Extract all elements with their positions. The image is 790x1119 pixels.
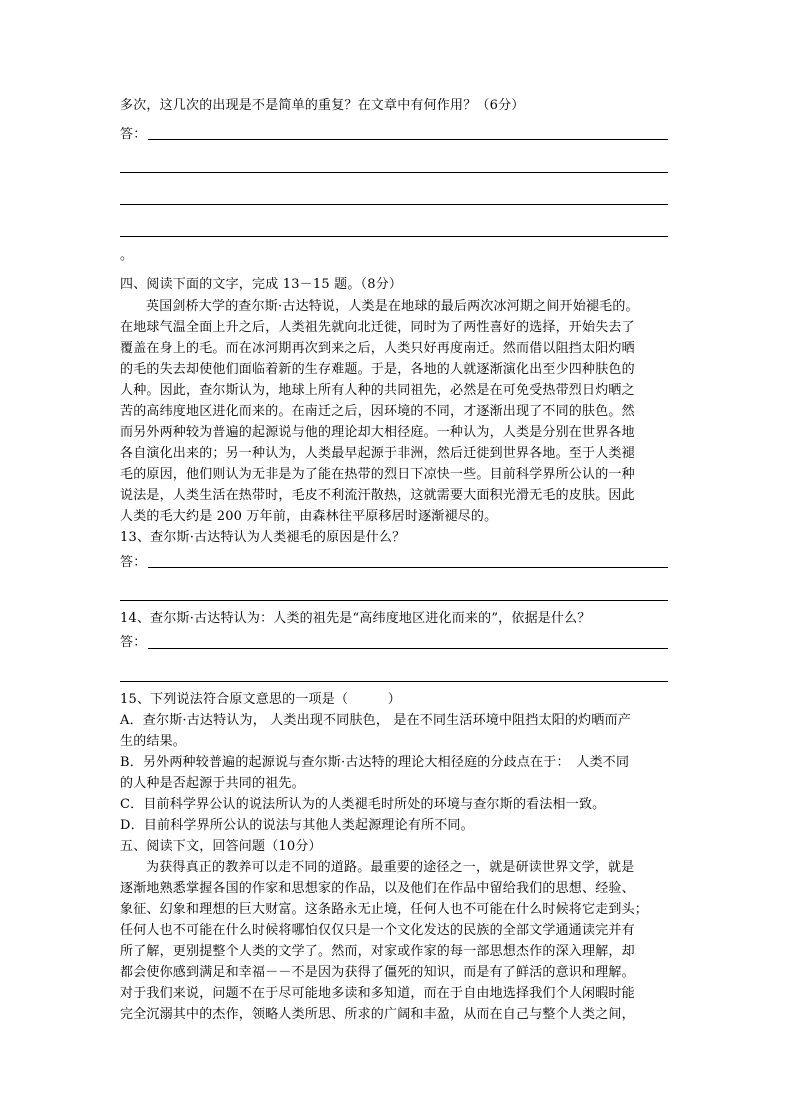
- passage-line: 都会使你感到满足和幸福－－不是因为获得了僵死的知识，而是有了鲜活的意识和理解。: [120, 965, 635, 980]
- passage-line: 的毛的失去却使他们面临着新的生存难题。于是，各地的人就逐渐演化出至少四种肤色的: [120, 362, 635, 377]
- passage-line: 各自演化出来的；另一种认为，人类最早起源于非洲，然后迁徙到世界各地。至于人类褪: [120, 446, 635, 461]
- passage-line: 象征、幻象和理想的巨大财富。这条路永无止境，任何人也不可能在什么时候将它走到头；: [120, 902, 649, 917]
- question-13: 13、查尔斯·古达特认为人类褪毛的原因是什么？: [120, 530, 406, 545]
- passage-line: 任何人也不可能在什么时候将哪怕仅仅只是一个文化发达的民族的全部文学通通读完并有: [120, 923, 635, 938]
- passage-line: 人种。因此，查尔斯认为，地球上所有人种的共同祖先，必然是在可免受热带烈日灼晒之: [120, 383, 635, 398]
- passage-line: 为获得真正的教养可以走不同的道路。最重要的途径之一，就是研读世界文学，就是: [146, 860, 635, 875]
- answer-line[interactable]: [120, 236, 668, 237]
- question-15: 15、下列说法符合原文意思的一项是（ ）: [120, 692, 401, 707]
- option-d: D．目前科学界所公认的说法与其他人类起源理论有所不同。: [120, 818, 474, 833]
- answer-line[interactable]: [148, 139, 668, 140]
- section-5-heading: 五、阅读下文，回答问题（10分）: [120, 839, 322, 854]
- answer-label: 答：: [120, 555, 147, 570]
- option-a: A．查尔斯·古达特认为， 人类出现不同肤色， 是在不同生活环境中阻挡太阳的灼晒而产: [120, 713, 631, 728]
- passage-line: 而另外两种较为普遍的起源说与他的理论却大相径庭。一种认为，人类是分别在世界各地: [120, 425, 635, 440]
- passage-line: 覆盖在身上的毛。而在冰河期再次到来之后，人类只好再度南迁。然而借以阻挡太阳灼晒: [120, 341, 635, 356]
- option-c: C．目前科学界公认的说法所认为的人类褪毛时所处的环境与查尔斯的看法相一致。: [120, 797, 606, 812]
- question-14: 14、查尔斯·古达特认为：人类的祖先是“高纬度地区进化而来的”，依据是什么？: [120, 611, 591, 626]
- passage-line: 苦的高纬度地区进化而来的。在南迁之后，因环境的不同，才逐渐出现了不同的肤色。然: [120, 404, 635, 419]
- answer-line[interactable]: [120, 204, 668, 205]
- answer-label: 答：: [120, 635, 147, 650]
- end-mark: 。: [120, 248, 134, 263]
- passage-line: 说法是，人类生活在热带时，毛皮不利流汗散热，这就需要大面积光滑无毛的皮肤。因此: [120, 488, 635, 503]
- passage-line: 英国剑桥大学的查尔斯·古达特说，人类是在地球的最后两次冰河期之间开始褪毛的。: [146, 299, 639, 314]
- answer-line[interactable]: [148, 567, 668, 568]
- passage-line: 人类的毛大约是 200 万年前，由森林往平原移居时逐渐褪尽的。: [120, 509, 498, 524]
- passage-line: 逐渐地熟悉掌握各国的作家和思想家的作品，以及他们在作品中留给我们的思想、经验、: [120, 881, 635, 896]
- answer-line[interactable]: [120, 681, 668, 682]
- passage-line: 对于我们来说，问题不在于尽可能地多读和多知道，而在于自由地选择我们个人闲暇时能: [120, 986, 635, 1001]
- passage-line: 在地球气温全面上升之后，人类祖先就向北迁徙，同时为了两性喜好的选择，开始失去了: [120, 320, 635, 335]
- section-4-heading: 四、阅读下面的文字，完成 13－15 题。（8分）: [120, 277, 403, 292]
- answer-line[interactable]: [120, 600, 668, 601]
- option-b: B．另外两种较普遍的起源说与查尔斯·古达特的理论大相径庭的分歧点在于： 人类不同: [120, 755, 630, 770]
- answer-label: 答：: [120, 127, 147, 142]
- option-a-cont: 生的结果。: [120, 734, 187, 749]
- passage-line: 完全沉溺其中的杰作，领略人类所思、所求的广阔和丰盈，从而在自己与整个人类之间，: [120, 1007, 635, 1022]
- passage-line: 毛的原因，他们则认为无非是为了能在热带的烈日下凉快一些。目前科学界所公认的一种: [120, 467, 635, 482]
- answer-line[interactable]: [148, 648, 668, 649]
- question-12-tail: 多次，这几次的出现是不是简单的重复？在文章中有何作用？（6分）: [120, 98, 525, 113]
- passage-line: 所了解，更别提整个人类的文学了。然而，对家或作家的每一部思想杰作的深入理解，却: [120, 944, 635, 959]
- option-b-cont: 的人种是否起源于共同的祖先。: [120, 776, 305, 791]
- answer-line[interactable]: [120, 172, 668, 173]
